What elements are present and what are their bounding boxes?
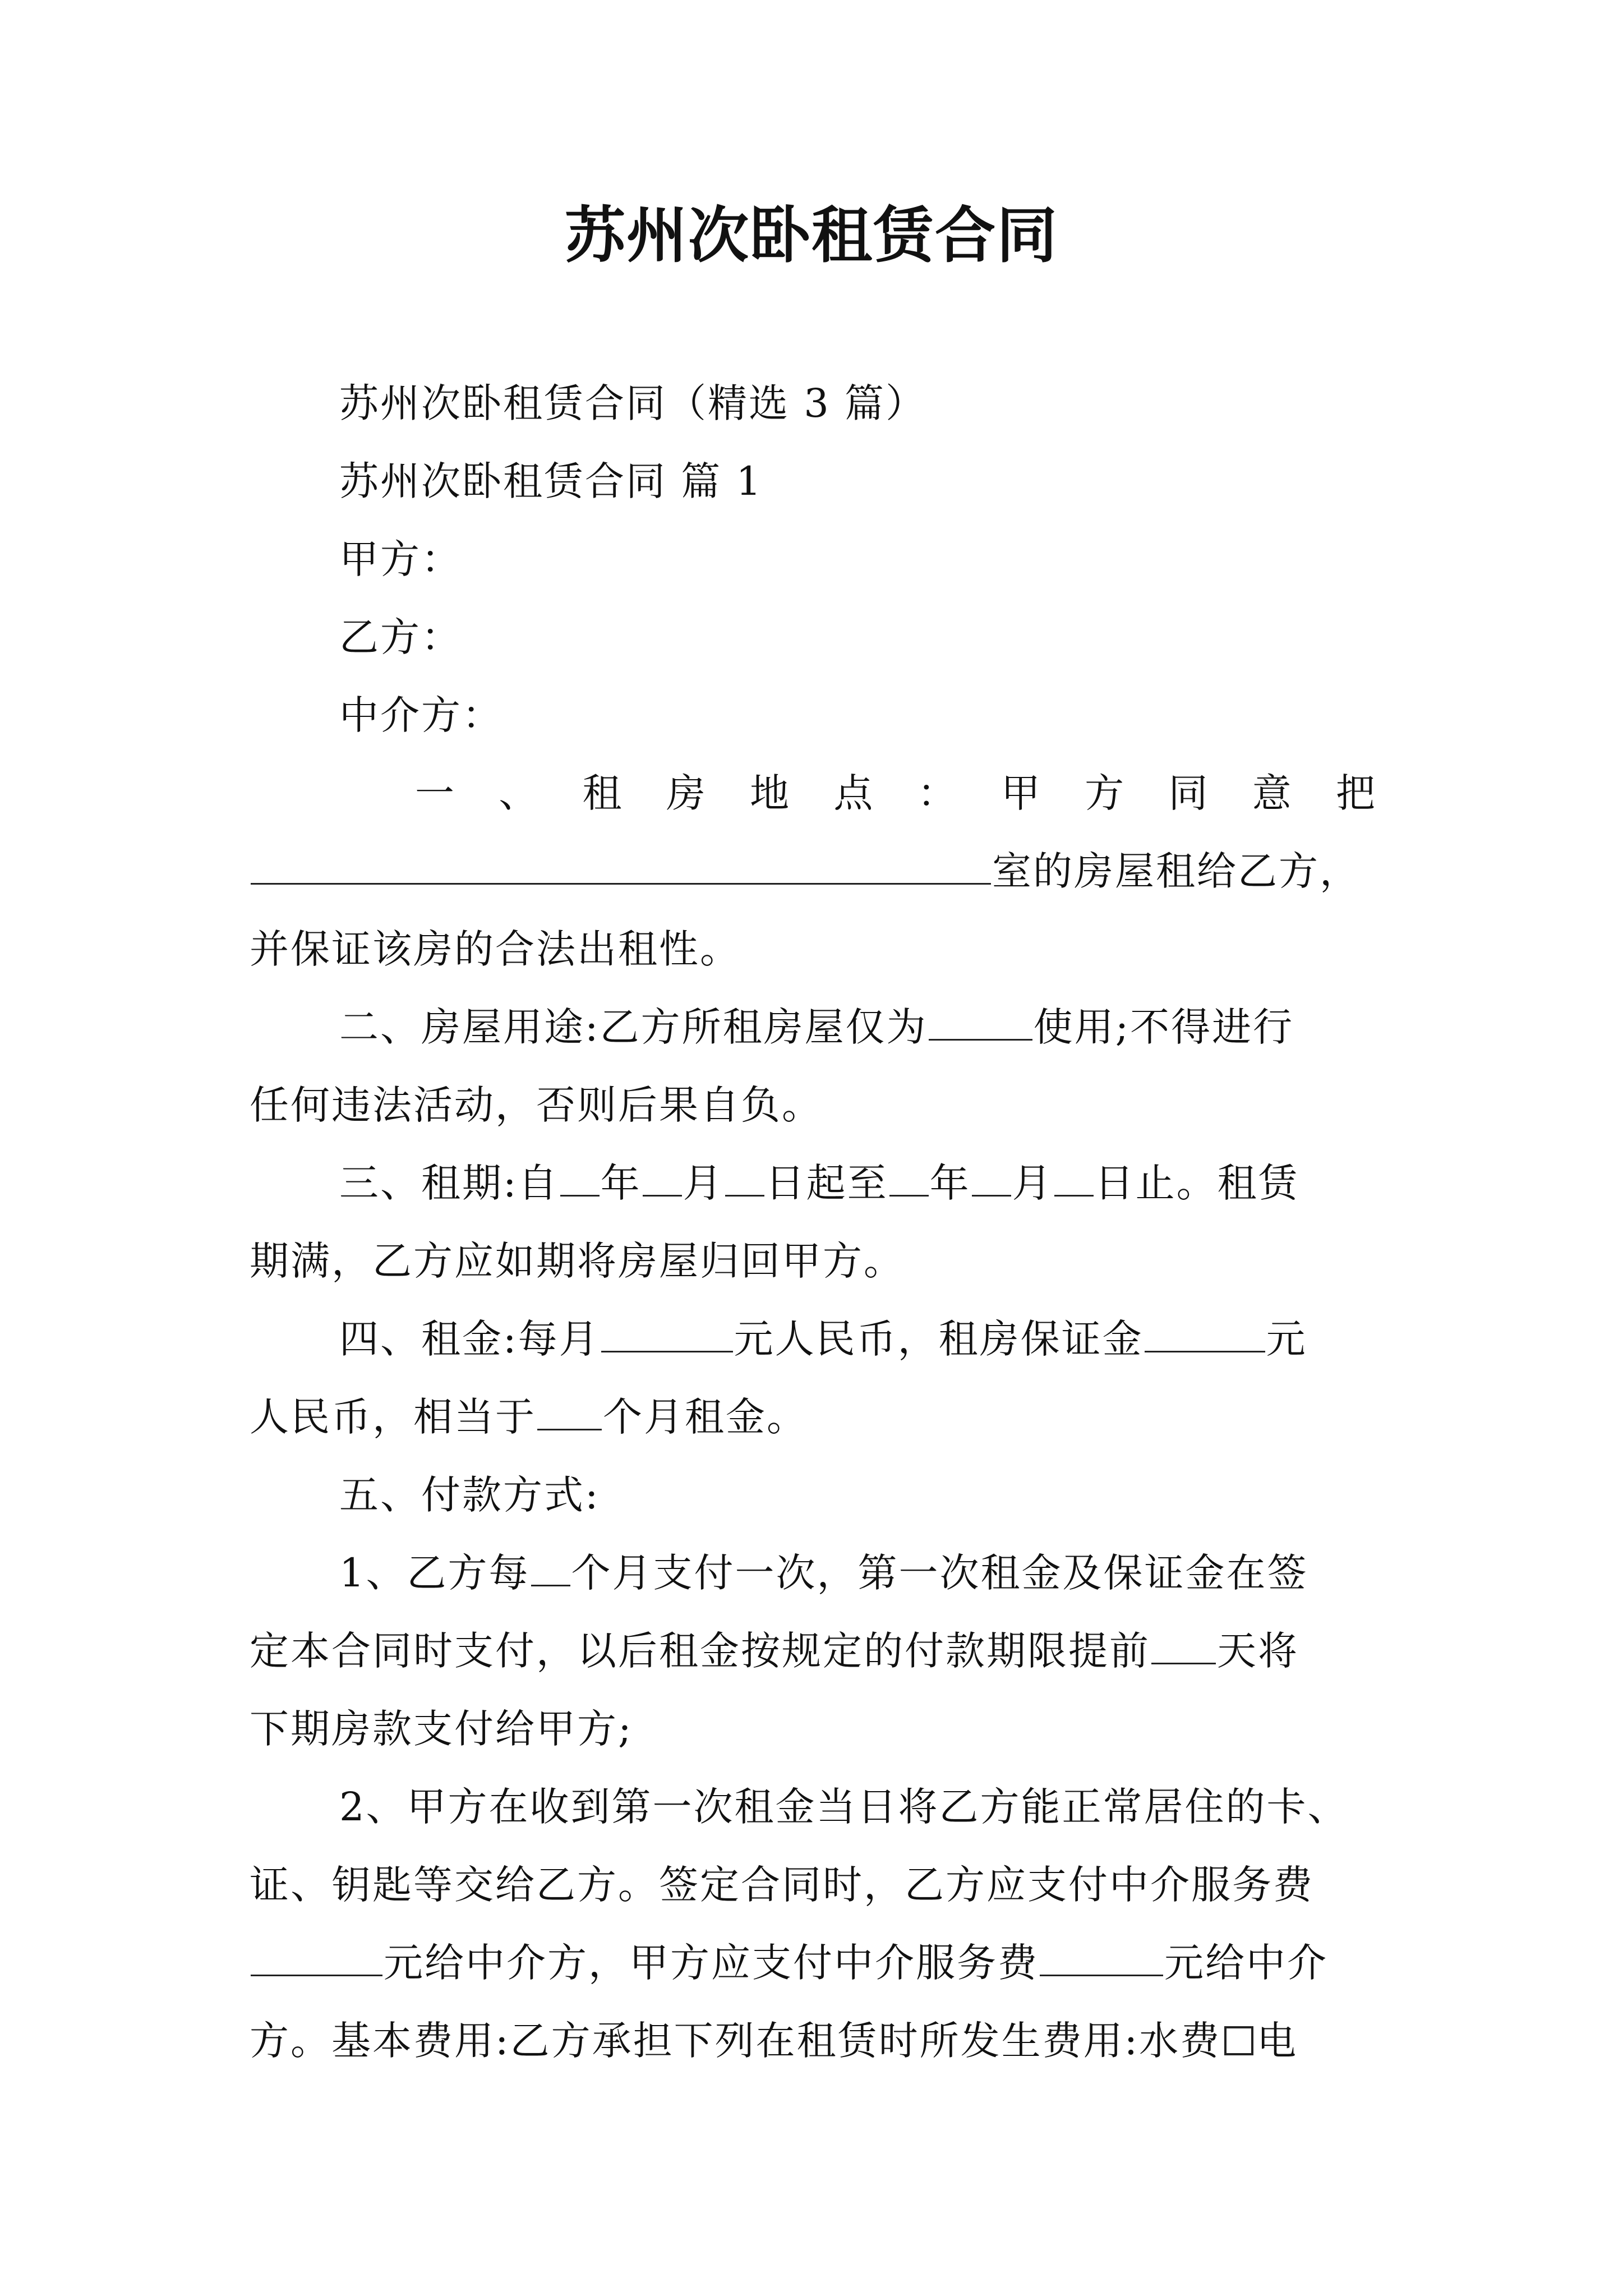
clause-3-line-1	[250, 1144, 1377, 1222]
clause-4-text-5: 个月租金。	[603, 1394, 808, 1440]
blank-start-year	[560, 1159, 600, 1197]
item-1-text-4: 天将	[1217, 1628, 1299, 1674]
clause-4	[250, 1300, 1377, 1456]
blank-advance-days	[1151, 1627, 1216, 1664]
clause-2	[250, 988, 1377, 1144]
blank-usage	[929, 1003, 1032, 1041]
item-2-line-4	[250, 2002, 1377, 2080]
item-2-line-2: 证、钥匙等交给乙方。签定合同时，乙方应支付中介服务费	[250, 1862, 1314, 1908]
item-1-text-1: 1、乙方每	[339, 1550, 530, 1596]
checkbox	[1224, 2026, 1253, 2055]
clause-2-line-1	[250, 988, 1377, 1066]
clause-4-line-1	[250, 1300, 1377, 1378]
blank-end-year	[889, 1159, 929, 1197]
blank-start-month	[643, 1159, 682, 1197]
blank-deposit	[1145, 1315, 1265, 1352]
item-2-line-3	[250, 1924, 1377, 2002]
item-1-line-3: 下期房款支付给甲方;	[250, 1706, 633, 1752]
clause-1-line-2	[250, 832, 1377, 910]
blank-start-day	[725, 1159, 764, 1197]
clause-2-line-2: 任何违法活动，否则后果自负。	[250, 1082, 823, 1128]
item-1-text-3: 定本合同时支付，以后租金按规定的付款期限提前	[250, 1628, 1150, 1674]
clause-1-line-1: 一 、 租 房 地 点 ： 甲 方 同 意 把	[415, 770, 1377, 816]
clause-2-text-b: 使用;不得进行	[1033, 1004, 1294, 1050]
payment-item-1	[250, 1534, 1377, 1768]
clause-1-line-2-text: 室的房屋租给乙方，	[992, 848, 1361, 894]
clause-3	[250, 1144, 1377, 1300]
blank-end-day	[1054, 1159, 1094, 1197]
item-2-line-1: 2、甲方在收到第一次租金当日将乙方能正常居住的卡、	[339, 1784, 1349, 1830]
clause-3-line-2: 期满，乙方应如期将房屋归回甲方。	[250, 1238, 905, 1284]
blank-address	[251, 847, 991, 885]
clause-3-text-2: 年	[600, 1160, 642, 1206]
clause-4-text-1: 四、租金:每月	[339, 1316, 600, 1362]
clause-4-text-4: 人民币，相当于	[250, 1394, 536, 1440]
clause-3-text-3: 月	[683, 1160, 724, 1206]
clause-3-text-4: 日起至	[765, 1160, 888, 1206]
clause-1-line-3: 并保证该房的合法出租性。	[250, 926, 741, 972]
blank-landlord-fee	[1040, 1939, 1163, 1976]
item-1-line-2	[250, 1612, 1377, 1690]
clause-1	[250, 754, 1377, 988]
document-title: 苏州次卧租赁合同	[564, 200, 1058, 271]
section-heading: 苏州次卧租赁合同 篇 1	[339, 458, 763, 504]
clause-5	[250, 1456, 1377, 1534]
clause-3-text-6: 月	[1012, 1160, 1053, 1206]
clause-4-text-3: 元	[1266, 1316, 1307, 1362]
clause-3-text-1: 三、租期:自	[339, 1160, 559, 1206]
header-block	[250, 365, 1377, 754]
clause-3-text-7: 日止。租赁	[1094, 1160, 1299, 1206]
item-2-text-4: 电	[1257, 2018, 1298, 2064]
party-b-label: 乙方：	[339, 614, 462, 660]
item-1-line-1	[250, 1534, 1377, 1612]
item-1-text-2: 个月支付一次，第一次租金及保证金在签	[571, 1550, 1308, 1596]
clause-4-text-2: 元人民币，租房保证金	[734, 1316, 1144, 1362]
clause-4-line-2	[250, 1378, 1377, 1456]
subtitle-line: 苏州次卧租赁合同（精选 3 篇）	[339, 380, 927, 426]
clause-2-text-a: 二、房屋用途:乙方所租房屋仅为	[339, 1004, 928, 1050]
agent-label: 中介方：	[339, 692, 503, 738]
blank-deposit-months	[537, 1393, 602, 1430]
item-2-text-1: 元给中介方，甲方应支付中介服务费	[384, 1940, 1039, 1986]
item-2-text-3: 方。基本费用:乙方承担下列在租赁时所发生费用:水费	[250, 2018, 1221, 2064]
party-a-label: 甲方：	[339, 536, 462, 582]
blank-pay-interval	[531, 1549, 570, 1586]
clause-3-text-5: 年	[929, 1160, 971, 1206]
blank-monthly-rent	[601, 1315, 733, 1352]
blank-end-month	[972, 1159, 1011, 1197]
blank-tenant-fee	[251, 1939, 382, 1976]
payment-item-2	[250, 1768, 1377, 2080]
item-2-text-2: 元给中介	[1164, 1940, 1328, 1986]
clause-5-heading: 五、付款方式:	[339, 1472, 600, 1518]
